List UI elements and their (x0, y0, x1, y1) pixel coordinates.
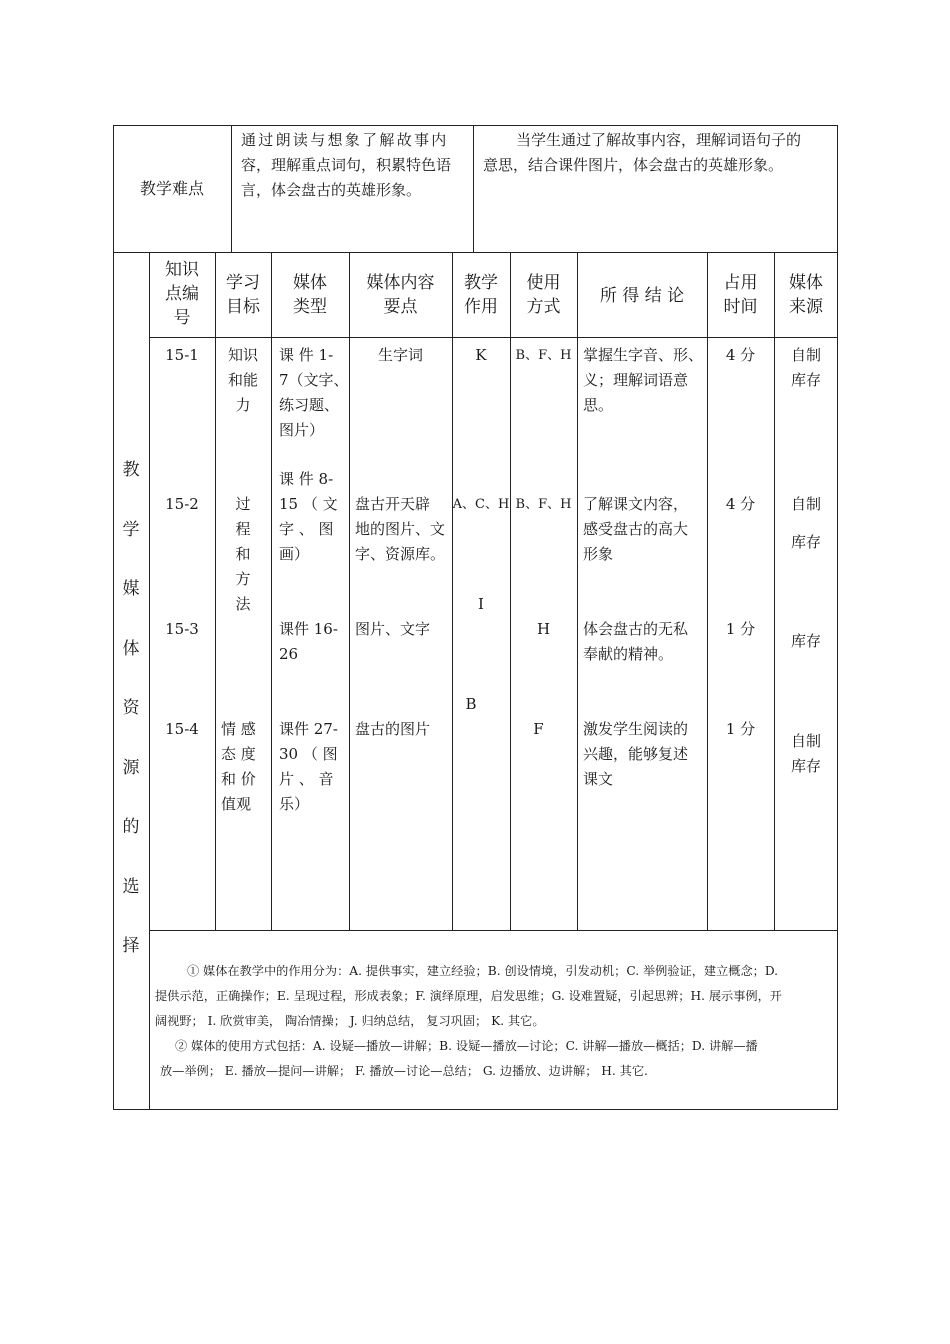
side-char: 资 (122, 698, 140, 718)
cell-source-3: 库存 (790, 632, 821, 650)
header-learning-goal (215, 271, 271, 319)
cell-type-4 (279, 717, 347, 817)
header-line: 时间 (723, 297, 758, 317)
cell-line: 态 度 (221, 745, 256, 763)
cell-line: 和能 (227, 371, 258, 389)
cell-result-2 (583, 492, 705, 567)
side-char: 体 (122, 638, 140, 659)
difficulty-line: 通过朗读与想象了解故事内 (241, 131, 449, 149)
header-line: 点编 (165, 284, 199, 304)
cell-line: 过 (235, 495, 251, 513)
cell-line: 30 （ 图 (279, 745, 338, 763)
header-line: 类型 (293, 297, 327, 317)
header-conclusion (577, 284, 707, 308)
cell-line: 课文 (583, 770, 614, 788)
header-usage-method (510, 271, 577, 319)
cell-source-1 (774, 343, 838, 393)
cell-time-2: 4 分 (725, 495, 756, 513)
note-line-5: 放—举例； E. 播放—提问—讲解； F. 播放—讨论—总结； G. 边播放、边讲解； H. 其它. (160, 1064, 648, 1078)
cell-line: 课件 16- (279, 620, 338, 638)
cell-use-2: B、F、H (515, 497, 572, 512)
side-label (117, 460, 147, 996)
solution-line: 意思，结合课件图片，体会盘古的英雄形象。 (483, 156, 784, 174)
cell-line: 库存 (790, 757, 821, 775)
header-row-bottom-line (149, 337, 838, 338)
note-line-4: ② 媒体的使用方式包括：A. 设疑—播放—讲解；B. 设疑—播放—讨论；C. 讲解—播放—概括；D. 讲解—播 (175, 1039, 758, 1053)
header-line: 媒体 (789, 273, 823, 293)
cell-line: 盘古开天辟 (355, 495, 431, 513)
cell-line: 感受盘古的高大 (583, 520, 689, 538)
difficulty-line: 言，体会盘古的英雄形象。 (241, 181, 422, 199)
cell-line: 兴趣，能够复述 (583, 745, 689, 763)
cell-content-1: 生字词 (377, 346, 423, 364)
header-line: 号 (173, 308, 191, 328)
cell-content-4: 盘古的图片 (355, 720, 431, 738)
cell-line: 方 (235, 570, 251, 588)
difficulty-line: 容，理解重点词句，积累特色语 (241, 156, 452, 174)
cell-time-1: 4 分 (725, 346, 756, 364)
cell-line: 课 件 1- (279, 346, 334, 364)
cell-line: 课 件 8- (279, 470, 334, 488)
cell-goal-1 (215, 343, 271, 418)
cell-use-1: B、F、H (515, 348, 572, 363)
side-column-divider (149, 252, 150, 1110)
header-line: 媒体内容 (366, 273, 435, 293)
cell-result-3 (583, 617, 705, 667)
cell-line: 和 价 (221, 770, 256, 788)
side-char: 择 (122, 936, 140, 956)
header-line: 作用 (464, 297, 498, 317)
top-divider-2 (473, 125, 474, 252)
header-line: 目标 (226, 297, 260, 317)
cell-line: 知识 (227, 346, 258, 364)
cell-role-2: A、C、H (452, 497, 510, 512)
top-divider-1 (231, 125, 232, 252)
col-divider-6 (577, 252, 578, 930)
cell-type-2 (279, 467, 347, 567)
header-time (707, 271, 774, 319)
solution-line: 当学生通过了解故事内容，理解词语句子的 (516, 131, 802, 149)
header-media-content (349, 271, 452, 319)
cell-line: 库存 (790, 371, 821, 389)
cell-line: 图片） (279, 421, 325, 439)
cell-content-2 (355, 492, 451, 567)
difficulty-text (241, 128, 469, 203)
cell-line: 片 、 音 (279, 770, 334, 788)
header-line: 使用 (526, 273, 561, 293)
cell-use-3: H (536, 620, 551, 638)
cell-line: 26 (279, 645, 299, 663)
cell-line: 值观 (221, 795, 252, 813)
cell-id-4: 15-4 (165, 720, 199, 738)
notes-top-line (149, 930, 838, 931)
cell-line: 15 （ 文 (279, 495, 338, 513)
cell-source-2b: 库存 (790, 533, 821, 551)
cell-time-4: 1 分 (725, 720, 756, 738)
cell-line: 体会盘古的无私 (583, 620, 689, 638)
cell-line: 画） (279, 545, 310, 563)
cell-id-2: 15-2 (165, 495, 199, 513)
side-char: 的 (122, 817, 140, 837)
side-char: 源 (122, 757, 140, 778)
note-line-1: ① 媒体在教学中的作用分为：A. 提供事实，建立经验；B. 创设情境，引发动机；C. 举例验证，建立概念；D. (187, 964, 779, 978)
side-char: 选 (122, 876, 140, 897)
cell-line: 地的图片、文 (355, 520, 446, 538)
cell-line: 奉献的精神。 (583, 645, 674, 663)
side-char: 学 (122, 519, 140, 540)
cell-line: 情 感 (221, 720, 256, 738)
cell-role-4: B (465, 695, 477, 713)
cell-line: 自制 (790, 732, 821, 750)
col-divider-2 (271, 252, 272, 930)
cell-line: 激发学生阅读的 (583, 720, 689, 738)
cell-time-3: 1 分 (725, 620, 756, 638)
cell-source-4 (774, 729, 838, 779)
header-line: 学习 (226, 273, 260, 293)
cell-line: 练习题、 (279, 396, 340, 414)
cell-line: 掌握生字音、形、 (583, 346, 704, 364)
cell-line: 思。 (583, 396, 614, 414)
cell-line: 了解课文内容， (583, 495, 689, 513)
cell-type-1 (279, 343, 347, 443)
cell-content-3: 图片、文字 (355, 620, 431, 638)
cell-line: 乐） (279, 795, 310, 813)
header-media-source (774, 271, 838, 319)
cell-id-3: 15-3 (165, 620, 199, 638)
header-line: 来源 (789, 297, 823, 317)
cell-result-1 (583, 343, 705, 418)
header-knowledge-id (149, 258, 215, 330)
header-line: 媒体 (293, 273, 327, 293)
solution-text (483, 128, 833, 178)
header-line: 方式 (526, 297, 561, 317)
cell-role-1: K (475, 346, 487, 364)
cell-line: 力 (235, 396, 251, 414)
cell-line: 程 (235, 520, 251, 538)
header-line: 要点 (383, 297, 418, 317)
cell-id-1: 15-1 (165, 346, 199, 364)
cell-line: 7（文字、 (279, 371, 349, 389)
side-char: 教 (122, 460, 140, 480)
cell-role-3: I (478, 595, 484, 613)
cell-source-2a: 自制 (790, 495, 821, 513)
cell-goal-3 (221, 717, 269, 817)
cell-line: 字 、 图 (279, 520, 334, 538)
cell-line: 自制 (790, 346, 821, 364)
cell-line: 课件 27- (279, 720, 338, 738)
header-line: 占用 (723, 273, 758, 293)
top-section-bottom-line (113, 252, 838, 253)
cell-result-4 (583, 717, 705, 792)
cell-type-3 (279, 617, 347, 667)
difficulty-label: 教学难点 (139, 179, 204, 198)
header-line: 教学 (464, 273, 498, 293)
note-line-2: 提供示范，正确操作；E. 呈现过程，形成表象；F. 演绎原理，启发思维；G. 设难置疑，引起思辨；H. 展示事例，开 (155, 989, 782, 1003)
cell-line: 字、资源库。 (355, 545, 446, 563)
cell-line: 义；理解词语意 (583, 371, 689, 389)
header-line: 知识 (165, 260, 199, 280)
header-media-type (271, 271, 349, 319)
side-char: 媒 (122, 579, 140, 599)
cell-goal-2 (215, 492, 271, 617)
cell-line: 法 (235, 595, 251, 613)
cell-use-4: F (533, 720, 544, 738)
cell-line: 形象 (583, 545, 614, 563)
note-line-3: 阔视野； I. 欣赏审美， 陶冶情操； J. 归纳总结， 复习巩固； K. 其它。 (155, 1014, 545, 1028)
cell-line: 和 (235, 545, 251, 563)
header-teaching-role (452, 271, 510, 319)
header-line: 所 得 结 论 (599, 286, 685, 306)
